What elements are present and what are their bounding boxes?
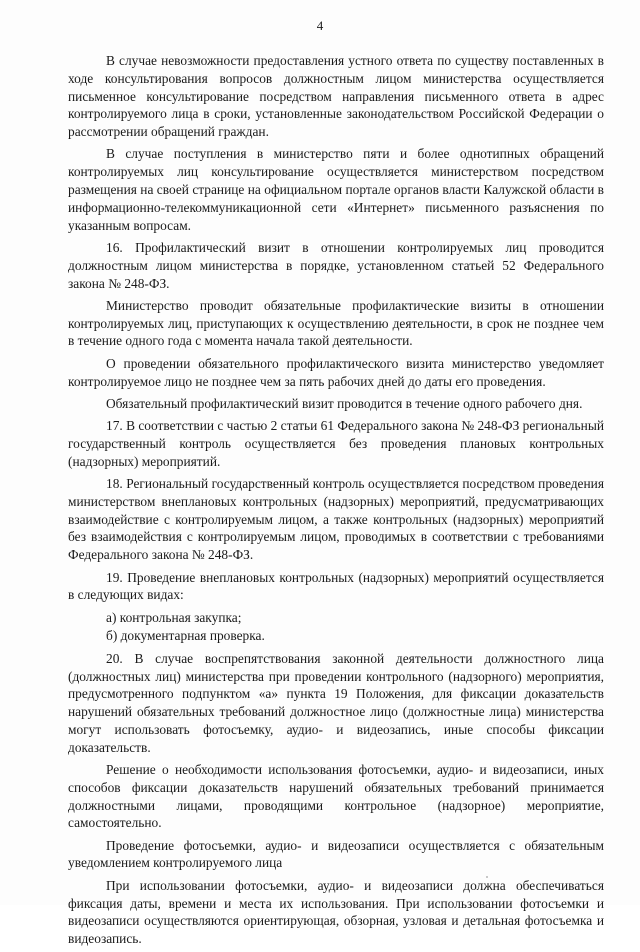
document-body [68,52,604,952]
list-item-control-purchase: а) контрольная закупка; [106,609,242,625]
scan-artifact [486,876,488,878]
paragraph-bulk-requests: В случае поступления в министерство пяти и более однотипных обращений контролируемых лиц консультирование осуществляется министерством посредством размещения на своей странице на официальном портале органов власти Калужской области в информационно-телекоммуникационной сети «Интернет» письменного разъяснения по указанным вопросам. [68,146,604,233]
paragraph-18-unplanned-events: 18. Региональный государственный контроль осуществляется посредством проведения министерством внеплановых контрольных (надзорных) мероприятий, предусматривающих взаимодействие с контролируемым лицом, а также контрольных (надзорных) мероприятий без взаимодействия с контролируемым лицом, проводимых в соответствии с требованиями Федерального закона № 248-ФЗ. [68,476,604,563]
paragraph-recording-notice: Проведение фотосъемки, аудио- и видеозаписи осуществляется с обязательным уведомлением контролируемого лица [68,837,604,871]
paragraph-visit-notice: О проведении обязательного профилактического визита министерство уведомляет контролируемое лицо не позднее чем за пять рабочих дней до даты его проведения. [68,355,604,389]
paragraph-mandatory-visits: Министерство проводит обязательные профилактические визиты в отношении контролируемых лиц, приступающих к осуществлению деятельности, в срок не позднее чем в течение одного года с момента начала такой деятельности. [68,297,604,349]
paragraph-20-evidence-fixation: 20. В случае воспрепятствования законной деятельности должностного лица (должностных лиц) министерства при проведении контрольного (надзорного) мероприятия, предусмотренного подпунктом «а» пункта 19 Положения, для фиксации доказательств нарушений обязательных требований должностное лицо (должностные лица) министерства могут использовать фотосъемку, аудио- и видеозапись, иные способы фиксации доказательств. [68,650,604,755]
paragraph-recording-requirements: При использовании фотосъемки, аудио- и видеозаписи должна обеспечиваться фиксация даты, времени и места их использования. При использовании фотосъемки и видеозаписи осуществляются ориентирующая, обзорная, узловая и детальная фотосъемка и видеозапись. [68,877,604,947]
paragraph-19-event-types: 19. Проведение внеплановых контрольных (надзорных) мероприятий осуществляется в следующих видах: [68,569,604,603]
paragraph-written-consultation: В случае невозможности предоставления устного ответа по существу поставленных в ходе консультирования вопросов должностным лицом министерства осуществляется письменное консультирование посредством направления письменного ответа в адрес контролируемого лица в сроки, установленные законодательством Российской Федерации о рассмотрении обращений граждан. [68,53,604,140]
paragraph-16-preventive-visit: 16. Профилактический визит в отношении контролируемых лиц проводится должностным лицом министерства в порядке, установленном статьей 52 Федерального закона № 248-ФЗ. [68,239,604,291]
paragraph-visit-duration: Обязательный профилактический визит проводится в течение одного рабочего дня. [106,395,583,411]
paragraph-17-no-planned-events: 17. В соответствии с частью 2 статьи 61 Федерального закона № 248-ФЗ региональный государственный контроль осуществляется без проведения плановых контрольных (надзорных) мероприятий. [68,418,604,469]
page-number: 4 [316,18,324,33]
paragraph-recording-decision: Решение о необходимости использования фотосъемки, аудио- и видеозаписи, иных способов фиксации доказательств нарушений обязательных требований принимается должностными лицами, проводящими контрольное (надзорное) мероприятие, самостоятельно. [68,761,604,831]
list-item-documentary-check: б) документарная проверка. [106,628,265,644]
